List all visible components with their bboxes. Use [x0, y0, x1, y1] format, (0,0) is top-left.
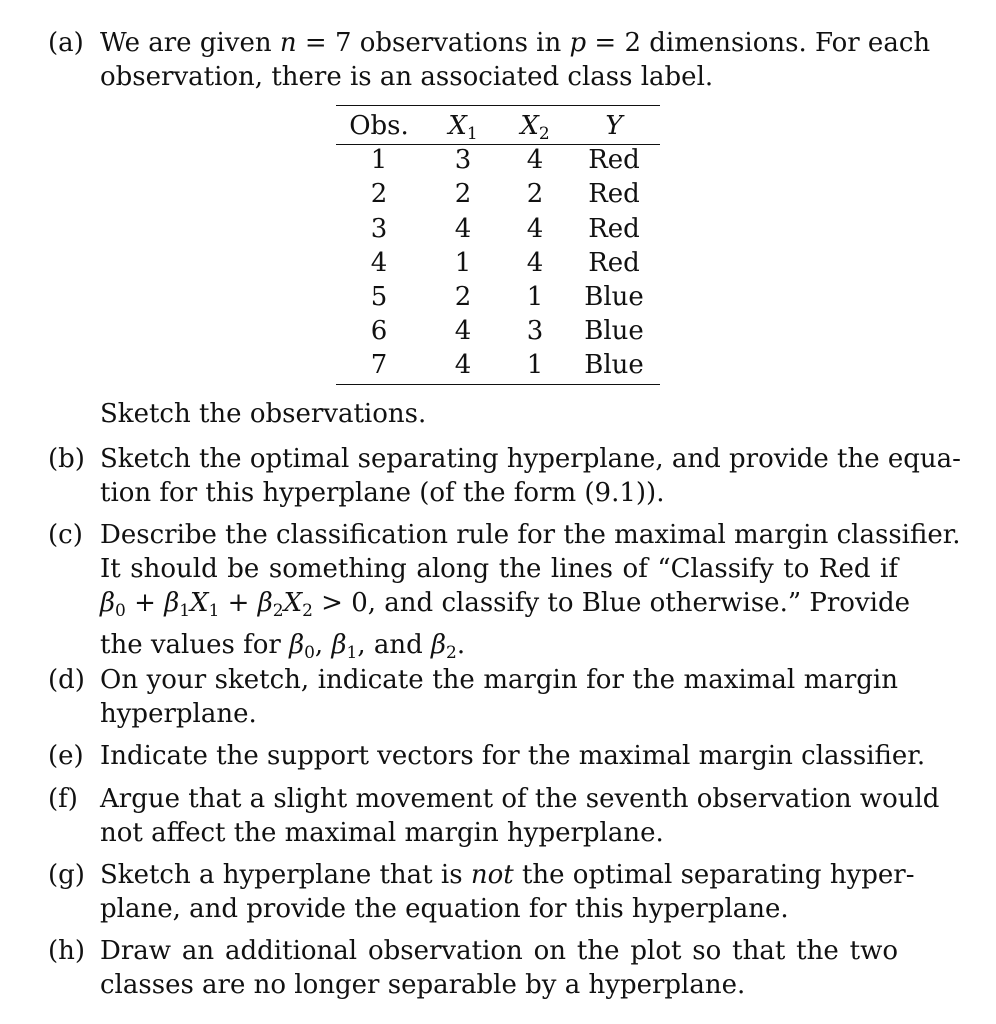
part-d-body	[100, 663, 898, 731]
part-d-label: (d)	[48, 665, 85, 695]
part-h-body	[100, 934, 898, 1002]
part-a-line-2: observation, there is an associated class label.	[100, 62, 714, 92]
part-d-line-1: On your sketch, indicate the margin for the maximal margin	[100, 665, 898, 695]
table-row	[336, 246, 660, 280]
cell-obs: 5	[370, 282, 388, 312]
part-d-line-2: hyperplane.	[100, 699, 257, 729]
part-b-line-1: Sketch the optimal separating hyperplane, and provide the equa-	[100, 444, 961, 474]
cell-obs: 6	[370, 316, 388, 346]
part-g-label: (g)	[48, 860, 85, 890]
part-f-label: (f)	[48, 784, 78, 814]
part-a-body	[100, 26, 931, 94]
part-a-line-1: We are given n = 7 observations in p = 2 dimensions. For each	[100, 28, 931, 58]
part-c-line-4: the values for $\beta_0$, $\beta_1$, and $\beta_2$.	[100, 630, 466, 663]
part-f-line-2: not affect the maximal margin hyperplane.	[100, 818, 664, 848]
cell-y: Red	[588, 179, 640, 209]
part-b-line-2: tion for this hyperplane (of the form (9.1)).	[100, 478, 665, 508]
part-b-label: (b)	[48, 444, 85, 474]
cell-obs: 3	[370, 214, 388, 244]
part-e-label: (e)	[48, 741, 84, 771]
table-row	[336, 280, 660, 314]
cell-x1: 2	[454, 282, 472, 312]
cell-x1: 3	[454, 145, 472, 175]
table-header-row	[336, 109, 660, 143]
cell-x2: 4	[526, 214, 544, 244]
table-bottom-rule	[336, 384, 660, 385]
part-c-line-3: $\beta_0 + \beta_1X_1 + \beta_2X_2 > 0$, and classify to Blue otherwise.” Provide	[100, 588, 910, 621]
table-row	[336, 212, 660, 246]
cell-x1: 4	[454, 214, 472, 244]
sketch-instruction: Sketch the observations.	[100, 399, 427, 429]
cell-obs: 4	[370, 248, 388, 278]
cell-obs: 2	[370, 179, 388, 209]
table-row	[336, 177, 660, 211]
header-x2: X2	[520, 111, 550, 144]
part-b-body	[100, 442, 961, 510]
part-c-body	[100, 518, 961, 670]
cell-x1: 2	[454, 179, 472, 209]
cell-y: Blue	[584, 316, 644, 346]
cell-y: Red	[588, 145, 640, 175]
cell-x2: 1	[526, 282, 544, 312]
header-y: Y	[605, 111, 623, 141]
cell-x2: 4	[526, 145, 544, 175]
header-obs: Obs.	[349, 111, 409, 141]
cell-y: Red	[588, 248, 640, 278]
part-h-line-2: classes are no longer separable by a hyperplane.	[100, 970, 746, 1000]
part-f-body	[100, 782, 940, 850]
part-c-line-1: Describe the classification rule for the maximal margin classifier.	[100, 520, 961, 550]
cell-obs: 7	[370, 350, 388, 380]
cell-x2: 1	[526, 350, 544, 380]
table-row	[336, 314, 660, 348]
part-g-line-2: plane, and provide the equation for this hyperplane.	[100, 894, 789, 924]
part-g-line-1: Sketch a hyperplane that is not the optimal separating hyper-	[100, 860, 915, 890]
table-row	[336, 348, 660, 382]
part-a-label: (a)	[48, 28, 84, 58]
part-e-line-1: Indicate the support vectors for the maximal margin classifier.	[100, 741, 926, 771]
cell-y: Red	[588, 214, 640, 244]
part-h-label: (h)	[48, 936, 86, 966]
cell-x2: 2	[526, 179, 544, 209]
emphasis-not: not	[470, 860, 514, 890]
part-g-body	[100, 858, 915, 926]
cell-x1: 1	[454, 248, 472, 278]
part-h-line-1: Draw an additional observation on the plot so that the two	[100, 936, 898, 966]
part-c-label: (c)	[48, 520, 83, 550]
table-top-rule	[336, 105, 660, 106]
cell-y: Blue	[584, 282, 644, 312]
part-e-body	[100, 739, 926, 773]
cell-y: Blue	[584, 350, 644, 380]
part-c-line-2: It should be something along the lines of “Classify to Red if	[100, 554, 898, 584]
part-f-line-1: Argue that a slight movement of the seventh observation would	[100, 784, 940, 814]
cell-obs: 1	[370, 145, 388, 175]
header-x1: X1	[448, 111, 478, 144]
cell-x1: 4	[454, 316, 472, 346]
cell-x2: 4	[526, 248, 544, 278]
table-row	[336, 143, 660, 177]
cell-x1: 4	[454, 350, 472, 380]
cell-x2: 3	[526, 316, 544, 346]
